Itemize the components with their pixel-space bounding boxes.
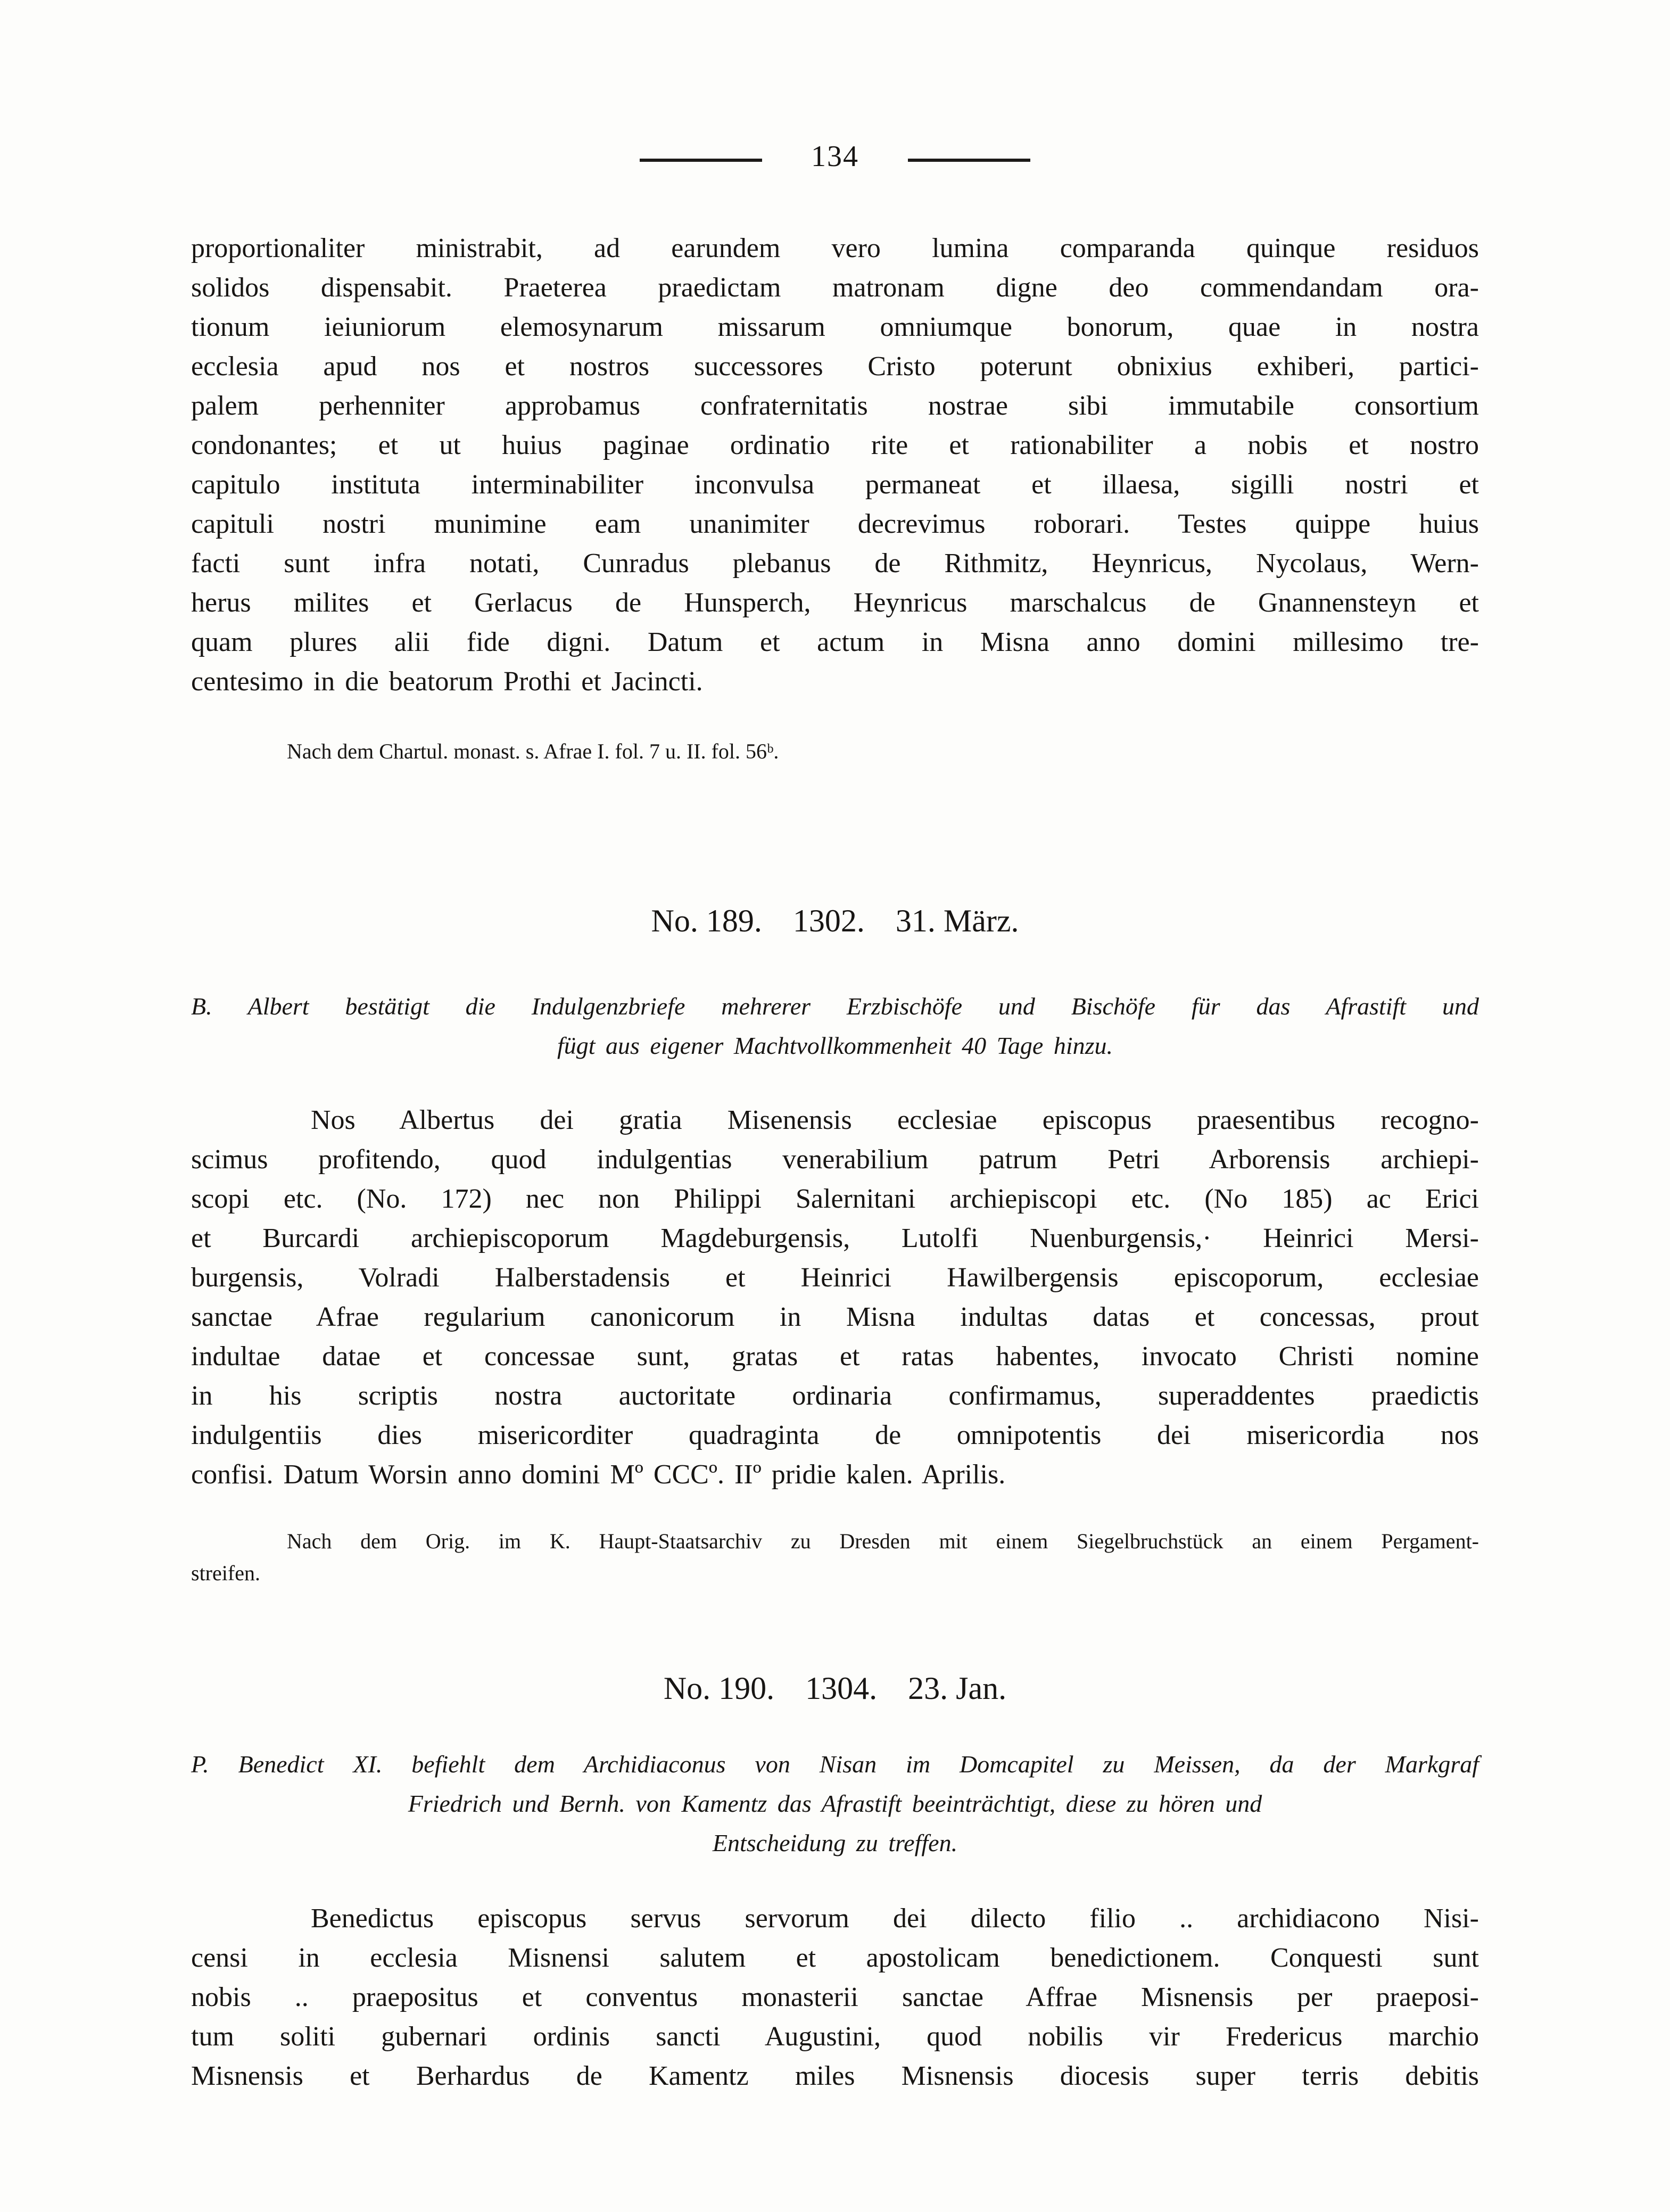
text-column	[191, 229, 1479, 2096]
entry-year: 1302.	[792, 903, 865, 938]
entry-heading	[191, 1669, 1479, 1707]
body-line: proportionaliter ministrabit, ad earundem vero lumina comparanda quinque residuos	[191, 233, 1479, 263]
header-rule-right	[908, 159, 1030, 162]
header-rule-left	[640, 159, 762, 162]
entry-number: No. 189.	[651, 903, 762, 938]
page-number: 134	[811, 140, 859, 173]
body-line: facti sunt infra notati, Cunradus plebanus de Rithmitz, Heynricus, Nycolaus, Wern-	[191, 548, 1479, 579]
body-line: solidos dispensabit. Praeterea praedictam matronam digne deo commendandam ora-	[191, 273, 1479, 303]
continuation-paragraph	[191, 229, 1479, 701]
entry-summary	[191, 987, 1479, 1066]
body-line: indultae datae et concessae sunt, gratas et ratas habentes, invocato Christi nomine	[191, 1341, 1479, 1372]
body-line: burgensis, Volradi Halberstadensis et Heinrici Hawilbergensis episcoporum, ecclesiae	[191, 1262, 1479, 1293]
entry-date: 31. März.	[895, 903, 1019, 938]
summary-line: P. Benedict XI. befiehlt dem Archidiaconus von Nisan im Domcapitel zu Meissen, da der Markgraf	[191, 1751, 1479, 1778]
body-line: scimus profitendo, quod indulgentias venerabilium patrum Petri Arborensis archiepi-	[191, 1144, 1479, 1175]
body-line: indulgentiis dies misericorditer quadraginta de omnipotentis dei misericordia nos	[191, 1420, 1479, 1450]
body-line: et Burcardi archiepiscoporum Magdeburgensis, Lutolfi Nuenburgensis,· Heinrici Mersi-	[191, 1223, 1479, 1253]
page-header	[0, 0, 1670, 174]
body-line: palem perhenniter approbamus confraternitatis nostrae sibi immutabile consortium	[191, 391, 1479, 421]
summary-line: Entscheidung zu treffen.	[712, 1829, 958, 1856]
source-note-line: Nach dem Orig. im K. Haupt-Staatsarchiv zu Dresden mit einem Siegelbruchstück an einem Pergament-	[287, 1529, 1479, 1553]
body-line: Nos Albertus dei gratia Misenensis ecclesiae episcopus praesentibus recogno-	[311, 1105, 1479, 1135]
body-line: confisi. Datum Worsin anno domini Mº CCCº. IIº pridie kalen. Aprilis.	[191, 1459, 1006, 1490]
body-line: capitulo instituta interminabiliter inconvulsa permaneat et illaesa, sigilli nostri et	[191, 469, 1479, 500]
body-line: sanctae Afrae regularium canonicorum in Misna indultas datas et concessas, prout	[191, 1302, 1479, 1332]
body-line: Benedictus episcopus servus servorum dei dilecto filio .. archidiacono Nisi-	[311, 1903, 1479, 1934]
body-line: quam plures alii fide digni. Datum et actum in Misna anno domini millesimo tre-	[191, 627, 1479, 657]
entry-year: 1304.	[805, 1671, 878, 1706]
entry-date: 23. Jan.	[908, 1671, 1007, 1706]
entry-paragraph	[191, 1101, 1479, 1495]
entry-190	[191, 1669, 1479, 2096]
source-note	[191, 1525, 1479, 1589]
source-note-line: Nach dem Chartul. monast. s. Afrae I. fol. 7 u. II. fol. 56ᵇ.	[287, 739, 779, 763]
body-line: censi in ecclesia Misnensi salutem et apostolicam benedictionem. Conquesti sunt	[191, 1943, 1479, 1973]
body-line: capituli nostri munimine eam unanimiter decrevimus roborari. Testes quippe huius	[191, 509, 1479, 539]
summary-line: Friedrich und Bernh. von Kamentz das Afrastift beeinträchtigt, diese zu hören und	[408, 1790, 1262, 1817]
body-line: tionum ieiuniorum elemosynarum missarum omniumque bonorum, quae in nostra	[191, 312, 1479, 342]
body-line: Misnensis et Berhardus de Kamentz miles Misnensis diocesis super terris debitis	[191, 2061, 1479, 2091]
body-line: condonantes; et ut huius paginae ordinatio rite et rationabiliter a nobis et nostro	[191, 430, 1479, 460]
summary-line: B. Albert bestätigt die Indulgenzbriefe mehrerer Erzbischöfe und Bischöfe für das Afrastift und	[191, 993, 1479, 1020]
entry-paragraph	[191, 1899, 1479, 2096]
body-line: herus milites et Gerlacus de Hunsperch, Heynricus marschalcus de Gnannensteyn et	[191, 588, 1479, 618]
summary-line: fügt aus eigener Machtvollkommenheit 40 Tage hinzu.	[557, 1032, 1113, 1059]
body-line: nobis .. praepositus et conventus monasterii sanctae Affrae Misnensis per praeposi-	[191, 1982, 1479, 2012]
body-line: tum soliti gubernari ordinis sancti Augustini, quod nobilis vir Fredericus marchio	[191, 2021, 1479, 2052]
entry-heading	[191, 902, 1479, 940]
body-line: centesimo in die beatorum Prothi et Jacincti.	[191, 666, 703, 697]
entry-summary	[191, 1745, 1479, 1863]
body-line: in his scriptis nostra auctoritate ordinaria confirmamus, superaddentes praedictis	[191, 1381, 1479, 1411]
body-line: ecclesia apud nos et nostros successores Cristo poterunt obnixius exhiberi, partici-	[191, 351, 1479, 382]
body-line: scopi etc. (No. 172) nec non Philippi Salernitani archiepiscopi etc. (No 185) ac Erici	[191, 1184, 1479, 1214]
source-note-line: streifen.	[191, 1561, 260, 1585]
entry-continuation	[191, 229, 1479, 767]
entry-number: No. 190.	[663, 1671, 775, 1706]
source-note	[191, 736, 1479, 767]
entry-189	[191, 902, 1479, 1589]
